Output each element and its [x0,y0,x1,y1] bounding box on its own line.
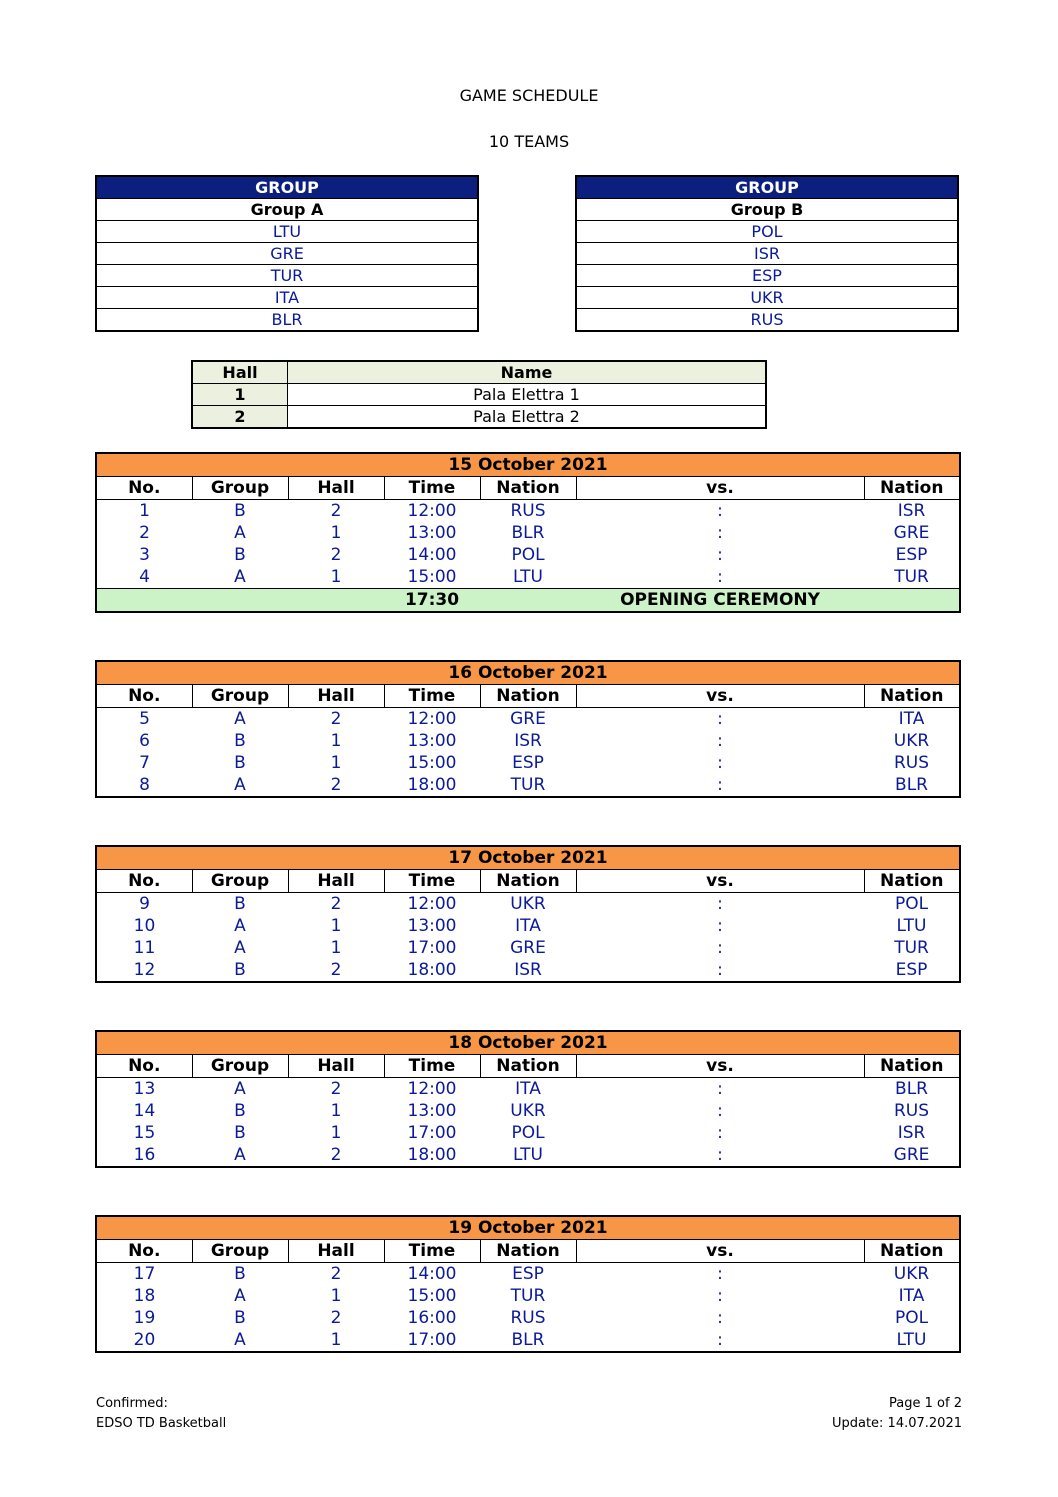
game-number: 20 [133,1330,156,1350]
group-team: ITA [96,287,478,309]
game-row [96,959,960,982]
home-nation: ISR [514,960,542,980]
ceremony-time: 17:30 [384,589,480,613]
game-group: A [234,709,246,729]
game-hall: 2 [330,775,342,795]
day-date: 15 October 2021 [96,453,960,477]
game-time: 17:00 [407,1123,457,1143]
ceremony-row [96,589,960,613]
group-header: GROUP [576,176,958,199]
game-hall: 2 [330,1264,342,1284]
no-column-header: No. [96,1240,192,1263]
away-nation: GRE [893,1145,930,1165]
game-hall: 2 [330,1079,342,1099]
game-number: 12 [133,960,156,980]
game-group: A [234,938,246,958]
home-nation: BLR [511,523,545,543]
game-hall: 1 [330,731,342,751]
game-group: B [234,960,246,980]
game-hall: 2 [330,545,342,565]
game-group: A [234,1286,246,1306]
hall-column-header: Hall [192,361,288,384]
game-row [96,774,960,797]
group-team: POL [576,221,958,243]
vs-column-header: vs. [576,1240,864,1263]
nation-column-header: Nation [480,477,576,500]
game-row [96,566,960,589]
vs-column-header: vs. [576,870,864,893]
game-number: 1 [139,501,150,521]
day-schedule-table [95,1030,961,1168]
vs-column-header: vs. [576,1055,864,1078]
hall-column-header: Hall [288,870,384,893]
vs-separator: : [717,753,723,773]
vs-separator: : [717,1330,723,1350]
group-team: TUR [96,265,478,287]
game-hall: 2 [330,1145,342,1165]
game-number: 18 [133,1286,156,1306]
away-nation: ISR [897,501,926,521]
away-nation: ITA [898,1286,925,1306]
group-team: RUS [576,309,958,332]
group-column-header: Group [192,685,288,708]
game-hall: 1 [330,1330,342,1350]
nation-column-header: Nation [480,1055,576,1078]
home-nation: UKR [510,894,546,914]
home-nation: RUS [510,1308,546,1328]
home-nation: POL [511,545,545,565]
game-group: B [234,501,246,521]
home-nation: GRE [510,709,546,729]
game-number: 14 [133,1101,156,1121]
away-nation: LTU [896,916,927,936]
game-number: 4 [139,567,150,587]
hall-column-header: Hall [288,1055,384,1078]
home-nation: POL [511,1123,545,1143]
day-date: 17 October 2021 [96,846,960,870]
game-group: A [234,1330,246,1350]
vs-separator: : [717,894,723,914]
no-column-header: No. [96,1055,192,1078]
game-group: A [234,775,246,795]
game-number: 2 [139,523,150,543]
day-date: 19 October 2021 [96,1216,960,1240]
ceremony-spacer [864,589,960,613]
game-row [96,1122,960,1144]
vs-separator: : [717,567,723,587]
game-group: A [234,523,246,543]
page-number: Page 1 of 2 [889,1396,962,1411]
game-number: 3 [139,545,150,565]
away-nation: GRE [893,523,930,543]
game-time: 13:00 [407,916,457,936]
game-hall: 2 [330,960,342,980]
vs-separator: : [717,545,723,565]
vs-separator: : [717,501,723,521]
game-time: 12:00 [407,709,457,729]
away-nation: TUR [894,938,929,958]
group-column-header: Group [192,1055,288,1078]
game-row [96,1078,960,1101]
away-nation: UKR [893,731,930,751]
nation-column-header: Nation [864,870,960,893]
game-row [96,1329,960,1352]
day-schedule-table [95,1215,961,1353]
game-time: 18:00 [407,960,457,980]
nation-column-header: Nation [864,685,960,708]
no-column-header: No. [96,477,192,500]
game-number: 5 [139,709,150,729]
game-number: 7 [139,753,150,773]
game-row [96,1307,960,1329]
no-column-header: No. [96,870,192,893]
game-time: 15:00 [407,753,457,773]
group-team: BLR [96,309,478,332]
group-b-table [575,175,959,332]
game-row [96,893,960,916]
game-row [96,544,960,566]
vs-separator: : [717,709,723,729]
game-time: 14:00 [407,545,457,565]
group-team: GRE [96,243,478,265]
vs-separator: : [717,1145,723,1165]
game-row [96,522,960,544]
group-team: ESP [576,265,958,287]
game-group: B [234,1101,246,1121]
game-row [96,500,960,523]
nation-column-header: Nation [480,685,576,708]
ceremony-spacer [96,589,384,613]
page-subtitle: 10 TEAMS [488,132,570,151]
game-row [96,1285,960,1307]
game-group: A [234,567,246,587]
home-nation: UKR [510,1101,546,1121]
game-number: 19 [133,1308,156,1328]
game-hall: 1 [330,1101,342,1121]
game-number: 17 [133,1264,156,1284]
game-row [96,937,960,959]
away-nation: ESP [895,545,928,565]
game-group: B [234,894,246,914]
group-team: UKR [576,287,958,309]
home-nation: ISR [514,731,542,751]
game-time: 12:00 [407,1079,457,1099]
vs-separator: : [717,916,723,936]
game-hall: 2 [330,709,342,729]
game-time: 15:00 [407,567,457,587]
game-number: 10 [133,916,156,936]
away-nation: RUS [893,1101,930,1121]
footer-right [832,1394,962,1434]
time-column-header: Time [384,477,480,500]
vs-column-header: vs. [576,685,864,708]
home-nation: RUS [510,501,546,521]
hall-number: 1 [192,384,288,406]
game-hall: 1 [330,1286,342,1306]
game-time: 13:00 [407,1101,457,1121]
day-schedule-table [95,660,961,798]
group-column-header: Group [192,870,288,893]
update-date: Update: 14.07.2021 [831,1416,962,1431]
game-time: 18:00 [407,775,457,795]
home-nation: LTU [513,567,543,587]
day-date: 18 October 2021 [96,1031,960,1055]
game-time: 14:00 [407,1264,457,1284]
away-nation: BLR [895,775,928,795]
game-hall: 1 [330,753,342,773]
game-time: 12:00 [407,894,457,914]
away-nation: ITA [898,709,925,729]
game-row [96,1263,960,1286]
confirmed-label: Confirmed: [96,1396,168,1411]
page-title: GAME SCHEDULE [459,86,599,105]
game-row [96,915,960,937]
away-nation: BLR [895,1079,928,1099]
game-hall: 1 [330,523,342,543]
group-column-header: Group [192,1240,288,1263]
game-group: B [234,1264,246,1284]
game-time: 13:00 [407,523,457,543]
footer-left [96,1394,226,1434]
group-header: GROUP [96,176,478,199]
game-hall: 1 [330,916,342,936]
away-nation: POL [894,1308,929,1328]
home-nation: ITA [515,1079,541,1099]
game-number: 15 [133,1123,156,1143]
game-hall: 2 [330,501,342,521]
home-nation: TUR [510,775,546,795]
hall-name-column-header: Name [288,361,767,384]
day-date: 16 October 2021 [96,661,960,685]
away-nation: POL [894,894,929,914]
game-group: A [234,1145,246,1165]
group-name: Group A [96,199,478,221]
vs-separator: : [717,1264,723,1284]
game-number: 16 [133,1145,156,1165]
home-nation: LTU [513,1145,543,1165]
group-team: LTU [96,221,478,243]
vs-separator: : [717,960,723,980]
nation-column-header: Nation [864,1240,960,1263]
away-nation: RUS [893,753,930,773]
game-row [96,708,960,731]
hall-number: 2 [192,406,288,429]
away-nation: LTU [896,1330,927,1350]
time-column-header: Time [384,870,480,893]
day-schedule-table [95,845,961,983]
hall-column-header: Hall [288,477,384,500]
nation-column-header: Nation [864,1055,960,1078]
game-hall: 1 [330,1123,342,1143]
vs-separator: : [717,1101,723,1121]
ceremony-label: OPENING CEREMONY [576,589,864,613]
home-nation: ESP [512,1264,544,1284]
group-name: Group B [576,199,958,221]
game-time: 15:00 [407,1286,457,1306]
game-hall: 1 [330,567,342,587]
game-group: B [234,731,246,751]
vs-separator: : [717,1308,723,1328]
game-row [96,752,960,774]
nation-column-header: Nation [480,1240,576,1263]
vs-separator: : [717,731,723,751]
hall-name: Pala Elettra 2 [288,406,767,429]
hall-name: Pala Elettra 1 [288,384,767,406]
game-number: 6 [139,731,150,751]
game-hall: 2 [330,1308,342,1328]
game-time: 13:00 [407,731,457,751]
game-time: 17:00 [407,938,457,958]
game-group: A [234,1079,246,1099]
hall-column-header: Hall [288,1240,384,1263]
no-column-header: No. [96,685,192,708]
away-nation: UKR [893,1264,930,1284]
home-nation: ESP [512,753,544,773]
game-hall: 1 [330,938,342,958]
away-nation: TUR [894,567,929,587]
vs-separator: : [717,1079,723,1099]
game-time: 17:00 [407,1330,457,1350]
game-time: 12:00 [407,501,457,521]
day-schedule-table [95,452,961,613]
game-group: A [234,916,246,936]
nation-column-header: Nation [480,870,576,893]
ceremony-spacer [480,589,576,613]
away-nation: ISR [897,1123,926,1143]
game-group: B [234,1308,246,1328]
game-time: 18:00 [407,1145,457,1165]
organization-label: EDSO TD Basketball [96,1416,227,1431]
group-column-header: Group [192,477,288,500]
halls-table [191,360,767,429]
vs-separator: : [717,523,723,543]
away-nation: ESP [895,960,928,980]
game-row [96,730,960,752]
vs-separator: : [717,1123,723,1143]
game-group: B [234,545,246,565]
game-number: 13 [133,1079,156,1099]
vs-separator: : [717,938,723,958]
home-nation: BLR [511,1330,545,1350]
vs-separator: : [717,1286,723,1306]
vs-column-header: vs. [576,477,864,500]
nation-column-header: Nation [864,477,960,500]
game-number: 9 [139,894,150,914]
game-group: B [234,1123,246,1143]
time-column-header: Time [384,1240,480,1263]
game-number: 11 [133,938,156,958]
game-number: 8 [139,775,150,795]
game-time: 16:00 [407,1308,457,1328]
hall-column-header: Hall [288,685,384,708]
group-team: ISR [576,243,958,265]
game-row [96,1144,960,1167]
home-nation: GRE [510,938,546,958]
home-nation: TUR [510,1286,546,1306]
game-group: B [234,753,246,773]
time-column-header: Time [384,685,480,708]
game-hall: 2 [330,894,342,914]
home-nation: ITA [515,916,541,936]
time-column-header: Time [384,1055,480,1078]
group-a-table [95,175,479,332]
game-row [96,1100,960,1122]
vs-separator: : [717,775,723,795]
